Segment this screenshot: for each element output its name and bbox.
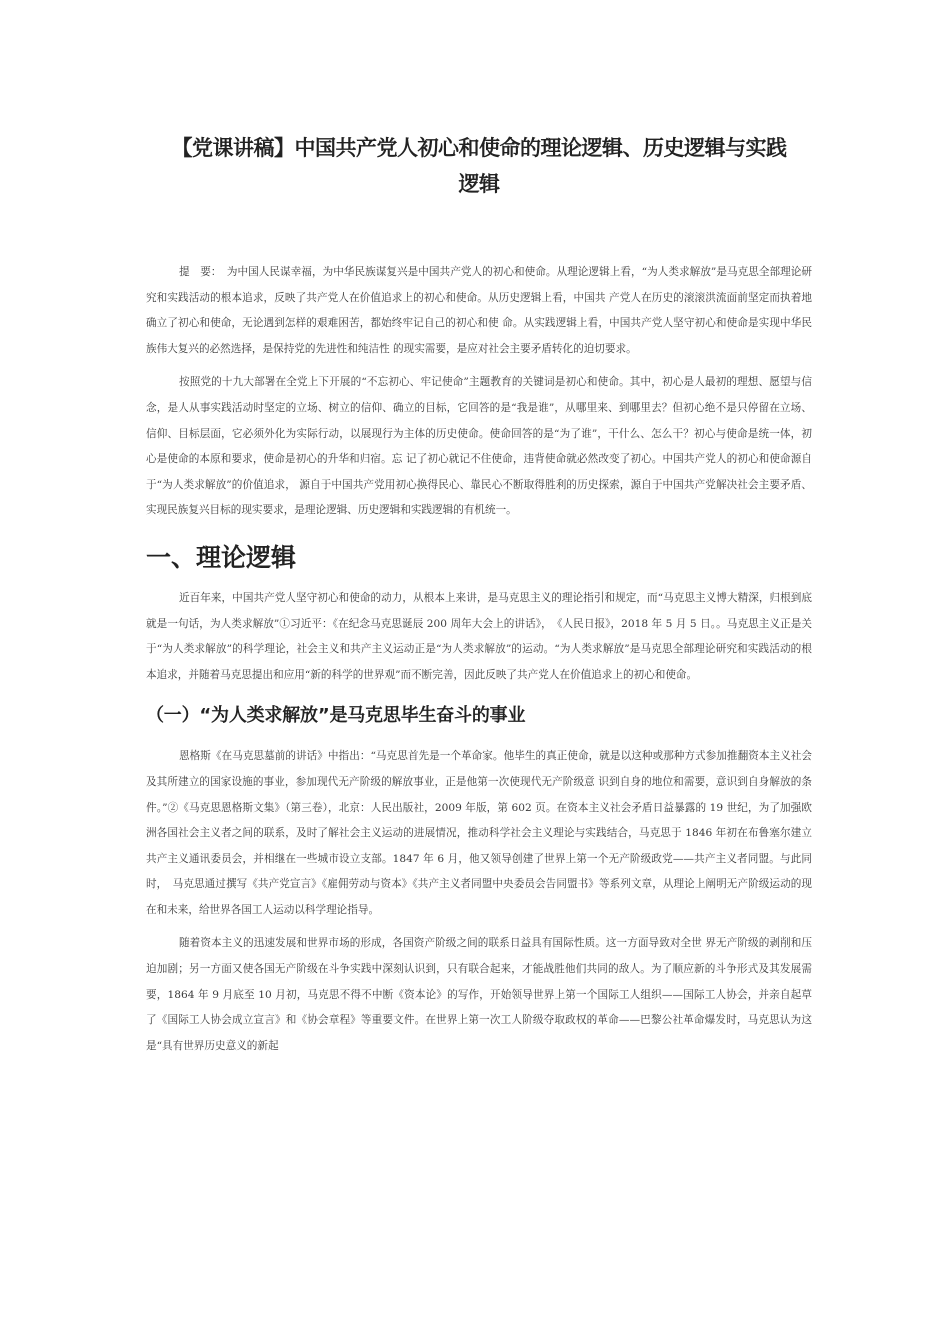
document-title-line1: 【党课讲稿】中国共产党人初心和使命的理论逻辑、历史逻辑与实践 [171, 136, 787, 160]
subsection-heading-liberation: （一）“为人类求解放”是马克思毕生奋斗的事业 [146, 705, 526, 727]
document-title [146, 130, 812, 202]
subsection1-paragraph-2: 随着资本主义的迅速发展和世界市场的形成，各国资产阶级之间的联系日益具有国际性质。这一方面导致对全世 界无产阶级的剥削和压迫加剧；另一方面又使各国无产阶级在斗争实践中深刻认识到，只有联合起来，才能战胜他们共同的敌人。为了顺应新的斗争形式及其发展需要，1864 年 9 月底至 10 月初，马克思不得不中断《资本论》的写作，开始领导世界上第一个国际工人组织——国际工人协会，并亲自起草了《国际工人协会成立宣言》和《协会章程》等重要文件。在世界上第一次工人阶级夺取政权的革命——巴黎公社革命爆发时，马克思认为这是“具有世界历史意义的新起 [146, 937, 812, 1052]
abstract-paragraph: 提 要： 为中国人民谋幸福，为中华民族谋复兴是中国共产党人的初心和使命。从理论逻辑上看，“为人类求解放”是马克思全部理论研究和实践活动的根本追求，反映了共产党人在价值追求上的初心和使命。从历史逻辑上看，中国共 产党人在历史的滚滚洪流面前坚定而执着地确立了初心和使命，无论遇到怎样的艰难困苦，都始终牢记自己的初心和使 命。从实践逻辑上看，中国共产党人坚守初心和使命是实现中华民族伟大复兴的必然选择，是保持党的先进性和纯洁性 的现实需要，是应对社会主要矛盾转化的迫切要求。 [146, 266, 812, 355]
section1-paragraph: 近百年来，中国共产党人坚守初心和使命的动力，从根本上来讲，是马克思主义的理论指引和规定，而“马克思主义博大精深，归根到底就是一句话，为人类求解放”①习近平：《在纪念马克思诞辰 200 周年大会上的讲话》， 《人民日报》，2018 年 5 月 5 日。。马克思主义正是关于“为人类求解放”的科学理论，社会主义和共产主义运动正是“为人类求解放”的运动。“为人类求解放”是马克思全部理论研究和实践活动的根本追求，并随着马克思提出和应用“新的科学的世界观”而不断完善，因此反映了共产党人在价值追求上的初心和使命。 [146, 591, 812, 681]
intro-paragraph: 按照党的十九大部署在全党上下开展的“不忘初心、牢记使命”主题教育的关键词是初心和使命。其中，初心是人最初的理想、愿望与信念，是人从事实践活动时坚定的立场、树立的信仰、确立的目标，它回答的是“我是谁”，从哪里来、到哪里去？但初心绝不是只停留在立场、信仰、目标层面，它必须外化为实际行动，以展现行为主体的历史使命。使命回答的是“为了谁”，干什么、怎么干？初心与使命是统一体，初心是使命的本原和要求，使命是初心的升华和归宿。忘 记了初心就记不住使命，违背使命就必然改变了初心。中国共产党人的初心和使命源自于“为人类求解放”的价值追求， 源自于中国共产党用初心换得民心、靠民心不断取得胜利的历史探索，源自于中国共产党解决社会主要矛盾、实现民族复兴目标的现实要求，是理论逻辑、历史逻辑和实践逻辑的有机统一。 [146, 376, 812, 517]
document-title-line2: 逻辑 [458, 172, 500, 196]
document-page [146, 0, 812, 1059]
subsection1-paragraph-1: 恩格斯《在马克思墓前的讲话》中指出：“马克思首先是一个革命家。他毕生的真正使命，就是以这种或那种方式参加推翻资本主义社会及其所建立的国家设施的事业，参加现代无产阶级的解放事业，正是他第一次使现代无产阶级意 识到自身的地位和需要，意识到自身解放的条件。”②《马克思恩格斯文集》（第三卷），北京：人民出版社，2009 年版，第 602 页。在资本主义社会矛盾日益暴露的 19 世纪，为了加强欧洲各国社会主义者之间的联系，及时了解社会主义运动的进展情况，推动科学社会主义理论与实践结合，马克思于 1846 年初在布鲁塞尔建立共产主义通讯委员会，并相继在一些城市设立支部。1847 年 6 月，他又领导创建了世界上第一个无产阶级政党——共产主义者同盟。与此同时， 马克思通过撰写《共产党宣言》《雇佣劳动与资本》《共产主义者同盟中央委员会告同盟书》等系列文章，从理论上阐明无产阶级运动的现在和未来，给世界各国工人运动以科学理论指导。 [146, 750, 812, 916]
section-heading-theory-logic: 一、理论逻辑 [146, 542, 297, 572]
